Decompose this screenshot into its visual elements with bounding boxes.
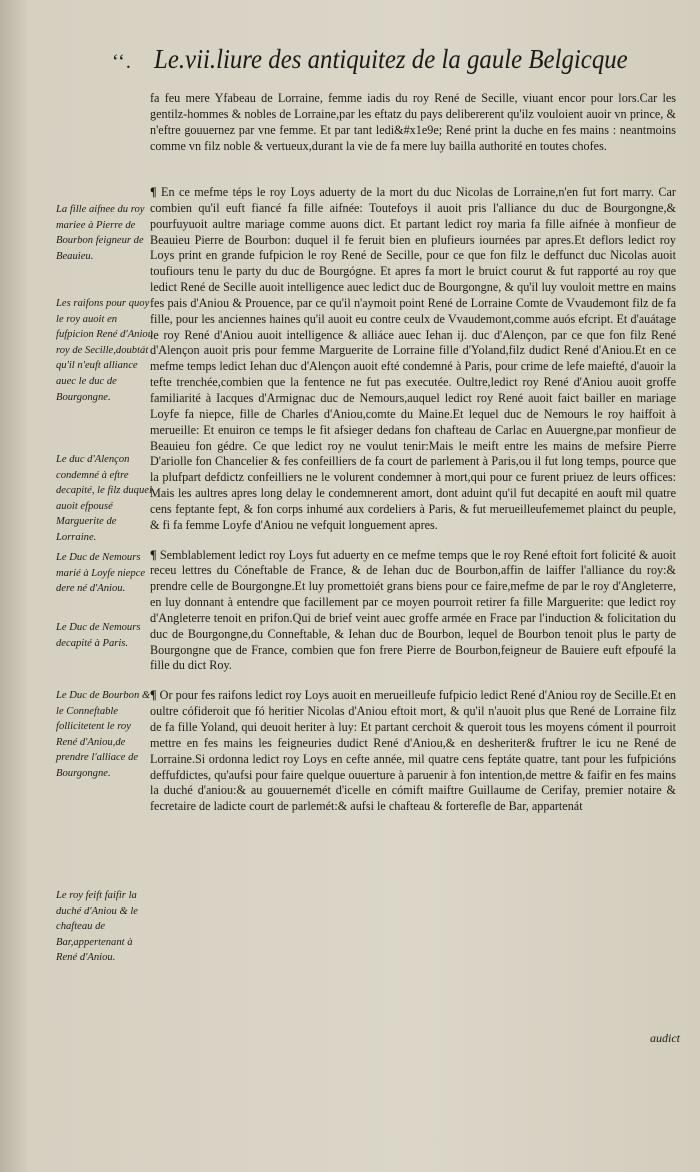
marginal-note: Les raifons pour quoy le roy auoit en fufpicion René d'Aniou roy de Secille,doubtát qu'il n'euft alliance auec le duc de Bourgongne.: [56, 298, 153, 403]
paragraph: [150, 688, 676, 815]
body-block-2: [150, 185, 676, 815]
catchword: audict: [650, 1031, 680, 1045]
running-title: Le.vii.liure des antiquitez de la gaule Belgicque: [153, 44, 628, 74]
marginal-note: Le duc d'Alençon condemné à eftre decapité, le filz duquel auoit efpousé Marguerite de Lorraine.: [56, 454, 152, 543]
running-head: [112, 44, 669, 84]
pilcrow-icon: ¶: [150, 185, 157, 199]
marginal-note: La fille aifnee du roy mariee à Pierre de Bourbon feigneur de Beauieu.: [56, 204, 145, 262]
paragraph-text: En ce mefme téps le roy Loys aduerty de la mort du duc Nicolas de Lorraine,n'en fut fort marry. Car combien qu'il euft fiancé fa fille aifnée: Toutefoys il auoit pris l'alliance du duc de Bourgongne,& pourfuyuoit aultre mariage comme auons dict. Et partant ledict roy maria fa fille aifnée à monfieur de Beauieu Pierre de Bourbon: duquel il fe feruit bien en plufieurs iournées par apres.Et deflors ledict roy Loys print en grande fufpicion le roy René de Secille, pour ce que fon filz le deffunct duc Nicolas auoit toufiours tenu le party du duc de Bourgógne. Et apres fa mort le bruict courut & fut rapporté au roy que ledict René de Secille auoit intelligence auec ledict duc de Bourgongne, & qu'il luy vouloit mettre en mains fes pais d'Aniou & Prouence, par ce qu'il n'aymoit point René de Lorraine Comte de Vvaudemont filz de fa fille, pour les anciennes haines qu'il auoit eu contre ceulx de Vvaudemont,comme auós efcript. Et d'auátage le roy René d'Aniou auoit intelligence & alliáce auec Iehan ij. duc d'Alençon, par ce que fon filz René d'Alençon auoit pris pour femme Marguerite de Lorraine fille d'Yoland,filz dudict René d'Aniou.Et en ce mefme temps ledict Iehan duc d'Alençon auoit efté condemné à Paris, pour crime de lefe maiefté, d'auoir la tefte trenchée,combien que la fentence ne fut pas executée. Oultre,ledict roy René d'Aniou auoit groffe familiarité à Iacques d'Armignac duc de Nemours,auquel ledict roy René auoit faict bailler en mariage Loyfe fa niepce, fille de Charles d'Aniou,comte du Maine.Et lequel duc de Nemours le roy haiffoit à merueille: Et enuiron ce temps le fit afsieger dedans fon chafteau de Carlac en Auuergne,par monfieur de Beauieu fon gédre. Ce que ledict roy ne voulut tenir:Mais le meift entre les mains de mefsire Pierre D'ariolle fon Chancelier & fes confeilliers de fa court de parlement à Paris,ou il fut long temps, pource que la plufpart defdictz confeilliers ne le volurent condemner à mort,qui pour ce furent priuez de leurs offices: Mais les aultres apres long delay le condemnerent amort, dont aduint qu'il fut decapité en aouft mil quatre cens feptante fept, & fon corps inhumé aux cordeliers à Paris, & fut merueilleufememet plainct du peuple, & fi fa femme Loyfe d'Aniou ne vefquit longuement apres.: [150, 185, 676, 532]
pilcrow-icon: ¶: [150, 547, 157, 562]
paragraph-text: Semblablement ledict roy Loys fut aduerty en ce mefme temps que le roy René eftoit fort folicité & auoit receu lettres du Cóneftable de France, & de Iehan duc de Bourbon,affin de laiffer l'alliance du roy:& prendre celle de Bourgongne.Et luy promettoiét grans biens pour ce faire,mefme de par le roy d'Angleterre, en luy donnant à entendre que facillement par ce moyen pourroit retirer fa fille Marguerite: que ledict roy d'Angleterre tenoit en prifon.Qui de brief veint auec groffe armée en Frace par l'induction & folicitation du duc de Bourgongne,du Conneftable, & Iehan duc de Bourbon, lequel de Bourbon tenoit plus le party de Bourgongne que de France, combien que fon frere Pierre de Bourbon,feigneur de Bauiere euft efpoufé la fille du dict Roy.: [150, 547, 677, 673]
body-block-1: [150, 91, 676, 154]
marginal-note: Le Duc de Bourbon & le Conneftable follicitetent le roy René d'Aniou,de prendre l'alliace de Bourgongne.: [56, 690, 151, 779]
marginal-note: Le Duc de Nemours decapité à Paris.: [56, 622, 141, 649]
folio-mark: ‘‘.: [112, 51, 132, 73]
paragraph-text: Or pour fes raifons ledict roy Loys auoit en merueilleufe fufpicio ledict René d'Aniou roy de Secille.Et en oultre cófideroit que fó heritier Nicolas d'Aniou eftoit mort, & qu'il n'auoit plus que René de Lorraine filz de fa fille Yoland, qui deuoit heriter à luy: Et partant cerchoit & queroit tous les moyens cóment il pourroit mettre en fes mains les feigneuries dudict René d'Aniou,& en desheriter& fruftrer le icu ne René de Lorraine.Si ordonna ledict roy Loys en cefte année, mil quatre cens feptáte quatre, tant pour les fufpicións deffufdictes, qu'aufsi pour faire quelque ouuerture à paruenir à fon intention,de mettre & faifir en fes mains la duché d'aniou:& au gouuernemét d'icelle en cómift maiftre Guillaume de Cerifay, premier notaire & fecretaire de ladicte court de parlemét:& aufsi le chafteau & forterefle de Bar, appartenát: [150, 688, 676, 814]
paragraph: [150, 548, 676, 675]
marginal-note: Le roy feift faifir la duché d'Aniou & le chafteau de Bar,appertenant à René d'Aniou.: [56, 890, 138, 964]
pilcrow-icon: ¶: [150, 688, 157, 703]
paragraph: fa feu mere Yfabeau de Lorraine, femme iadis du roy René de Secille, viuant encor pour lors.Car les gentilz-hommes & nobles de Lorraine,par les eftatz du pays delibererent qu'ilz vouloient auoir vn prince, & n'eftre gouuernez par vne femme. Et par tant ledi&#x1e9e; René print la duche en fes mains : neantmoins comme vn filz noble & vertueux,durant la vie de fa mere luy bailla authorité en toutes chofes.: [150, 91, 676, 153]
marginal-note: Le Duc de Nemours marié à Loyfe niepce dere né d'Aniou.: [56, 552, 146, 595]
paragraph: [150, 185, 676, 534]
